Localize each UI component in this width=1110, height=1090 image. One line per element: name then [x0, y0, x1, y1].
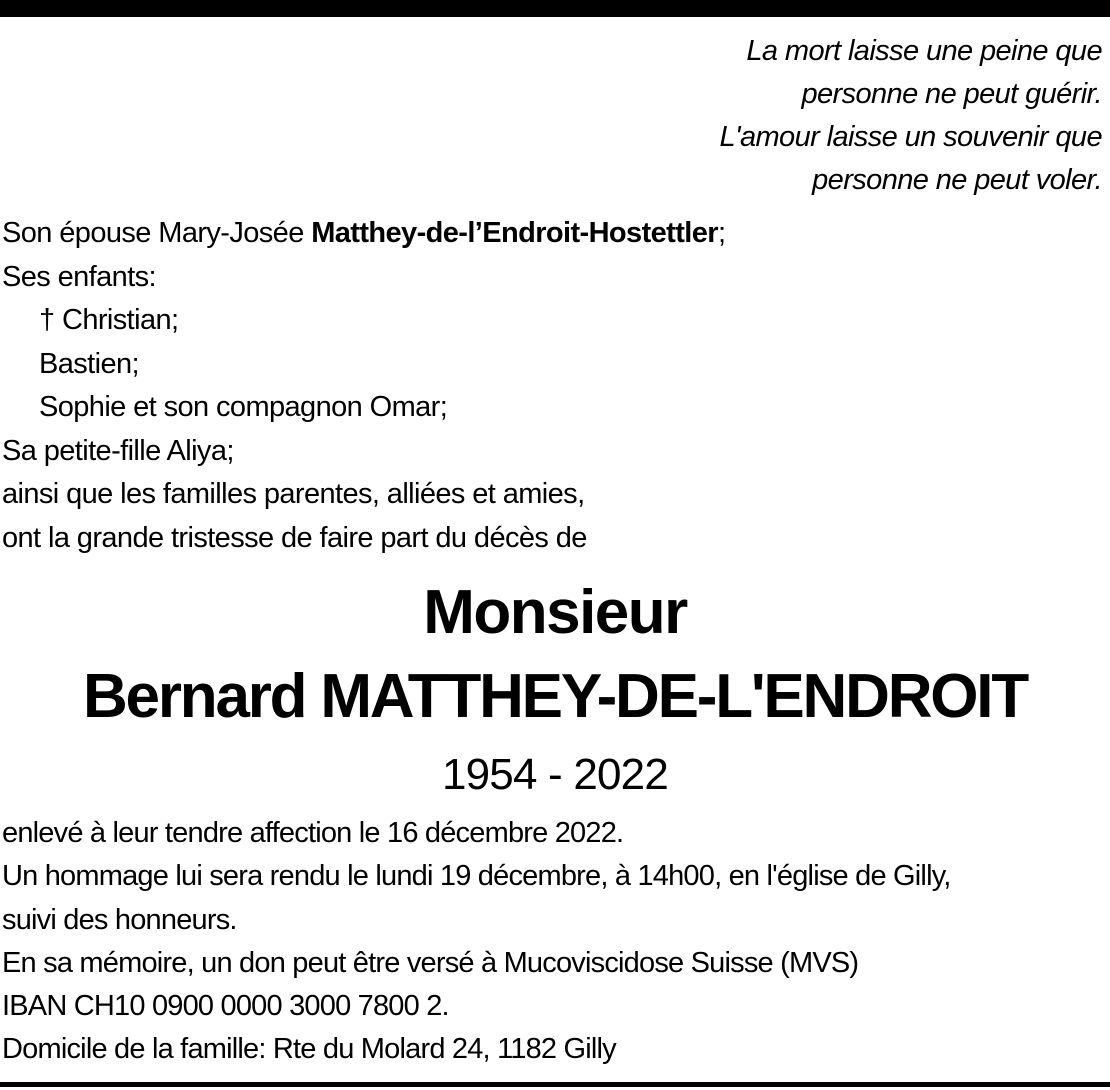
announcement-line: ont la grande tristesse de faire part du décès de: [2, 521, 587, 554]
family-announcement: [2, 212, 1102, 560]
quote-line: L'amour laisse un souvenir que: [719, 121, 1102, 153]
details-line: enlevé à leur tendre affection le 16 décembre 2022.: [2, 817, 624, 849]
deceased-name: Bernard MATTHEY-DE-L'ENDROIT: [82, 662, 1028, 731]
details-line: suivi des honneurs.: [2, 903, 237, 936]
quote-line: La mort laisse une peine que: [746, 35, 1102, 67]
spouse-line: [2, 212, 1102, 256]
bottom-border-rule: [0, 1082, 1110, 1087]
quote-line: personne ne peut guérir.: [801, 78, 1102, 110]
child-entry: † Christian;: [39, 304, 179, 336]
spouse-surname: Matthey-de-l’Endroit-Hostettler: [311, 217, 718, 249]
details-line: IBAN CH10 0900 0000 3000 7800 2.: [2, 990, 449, 1023]
deceased-honorific: Monsieur: [423, 578, 687, 647]
spouse-suffix: ;: [717, 217, 726, 249]
top-border-rule: [0, 0, 1110, 17]
details-line: Un hommage lui sera rendu le lundi 19 décembre, à 14h00, en l'église de Gilly,: [2, 860, 951, 893]
child-entry: Sophie et son compagnon Omar;: [39, 391, 448, 423]
spouse-prefix: Son épouse Mary-Josée: [2, 217, 312, 249]
deceased-years: 1954 - 2022: [441, 750, 669, 799]
details-line: Domicile de la famille: Rte du Molard 24, 1182 Gilly: [2, 1033, 616, 1066]
granddaughter-line: Sa petite-fille Aliya;: [2, 434, 234, 467]
quote-line: personne ne peut voler.: [812, 164, 1102, 196]
children-heading: Ses enfants:: [2, 260, 157, 293]
memorial-quote: [402, 30, 1102, 202]
relatives-line: ainsi que les familles parentes, alliées et amies,: [2, 478, 585, 510]
details-line: En sa mémoire, un don peut être versé à Mucoviscidose Suisse (MVS): [2, 946, 859, 979]
child-entry: Bastien;: [39, 347, 139, 380]
ceremony-details: [2, 812, 1108, 1072]
